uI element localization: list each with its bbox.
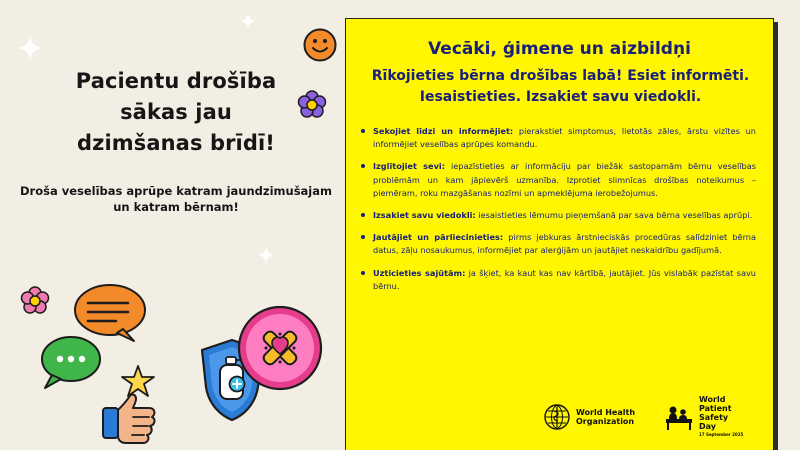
list-item-lead: Izsakiet savu viedokli: (373, 210, 476, 221)
list-item-lead: Izglītojiet sevi: (373, 161, 445, 172)
wpsd-date: 17 September 2025 (699, 432, 744, 437)
flower-icon (20, 286, 50, 316)
panel-subtitle-line-1: Rīkojieties bērna drošības labā! Esiet informēti. (371, 68, 750, 84)
who-text-line-2: Organization (576, 417, 635, 426)
wpsd-text (699, 395, 763, 438)
sparkle-icon (258, 246, 274, 264)
poster-subtitle (16, 183, 336, 215)
info-panel (345, 18, 774, 450)
wpsd-logo (665, 395, 763, 438)
poster-title-line-1: Pacientu drošība (75, 69, 277, 93)
sparkle-icon (19, 36, 41, 60)
who-text-line-1: World Health (576, 408, 636, 417)
list-item-text: iepazīstieties ar informāciju par biežāk sastopamām bērnu veselības problēmām un kam jāpievērš uzmanība. Izprotiet slimnīcas drošības noteikumus – piemēram, roku mazgāšanas nozīmi un apmeklējuma ierobežojumus. (373, 161, 756, 198)
list-item (361, 209, 756, 222)
panel-subtitle (358, 66, 763, 108)
panel-title: Vecāki, ģimene un aizbildņi (428, 39, 691, 59)
list-item-lead: Jautājiet un pārliecinieties: (373, 232, 504, 243)
list-item-lead: Uzticieties sajūtām: (373, 267, 466, 278)
poster-subtitle-line-2: un katram bērnam! (113, 200, 239, 214)
poster-title-line-2: sākas jau (120, 100, 232, 124)
list-item-text: iesaistieties lēmumu pieņemšanā par sava bērna veselības aprūpi. (475, 210, 753, 221)
speech-bubble-icon (37, 333, 103, 391)
who-text (576, 408, 640, 426)
poster-title-line-3: dzimšanas brīdī! (77, 131, 275, 155)
smiley-face-icon (303, 28, 337, 62)
list-item-text: ja šķiet, ka kaut kas nav kārtībā, jautājiet. Jūs vislabāk pazīstat savu bērnu. (373, 267, 757, 291)
who-logo (544, 404, 640, 430)
wpsd-text-line-1: World (699, 395, 726, 404)
list-item-text: pirms jebkuras ārstnieciskās procedūras salīdziniet bērna datus, zāļu nosaukumus, informējiet par alerģijām un jautājiet neskaidrību gadījumā. (373, 232, 756, 256)
wpsd-text-line-3: Day (699, 422, 717, 431)
who-emblem-icon (544, 404, 570, 430)
panel-subtitle-line-2: Iesaistieties. Izsakiet savu viedokli. (419, 89, 702, 105)
bandage-icon (236, 304, 324, 392)
advice-list (361, 125, 756, 302)
patient-safety-day-icon (665, 402, 693, 432)
list-item (361, 125, 756, 151)
shield-icon (196, 337, 268, 423)
speech-bubble-icon (72, 281, 148, 345)
list-item (361, 267, 756, 293)
list-item-lead: Sekojiet līdzi un informējiet: (373, 126, 514, 136)
thumbs-up-icon (94, 364, 170, 450)
list-item-text: pierakstiet simptomus, lietotās zāles, ārstu vizītes un informējiet veselības aprūpes komandu. (373, 126, 756, 150)
list-item (361, 231, 756, 257)
wpsd-text-line-2: Patient Safety (699, 404, 732, 422)
sparkle-icon (241, 13, 255, 29)
poster-title (40, 66, 312, 159)
poster-subtitle-line-1: Droša veselības aprūpe katram jaundzimušajam (19, 184, 332, 198)
list-item (361, 160, 756, 200)
